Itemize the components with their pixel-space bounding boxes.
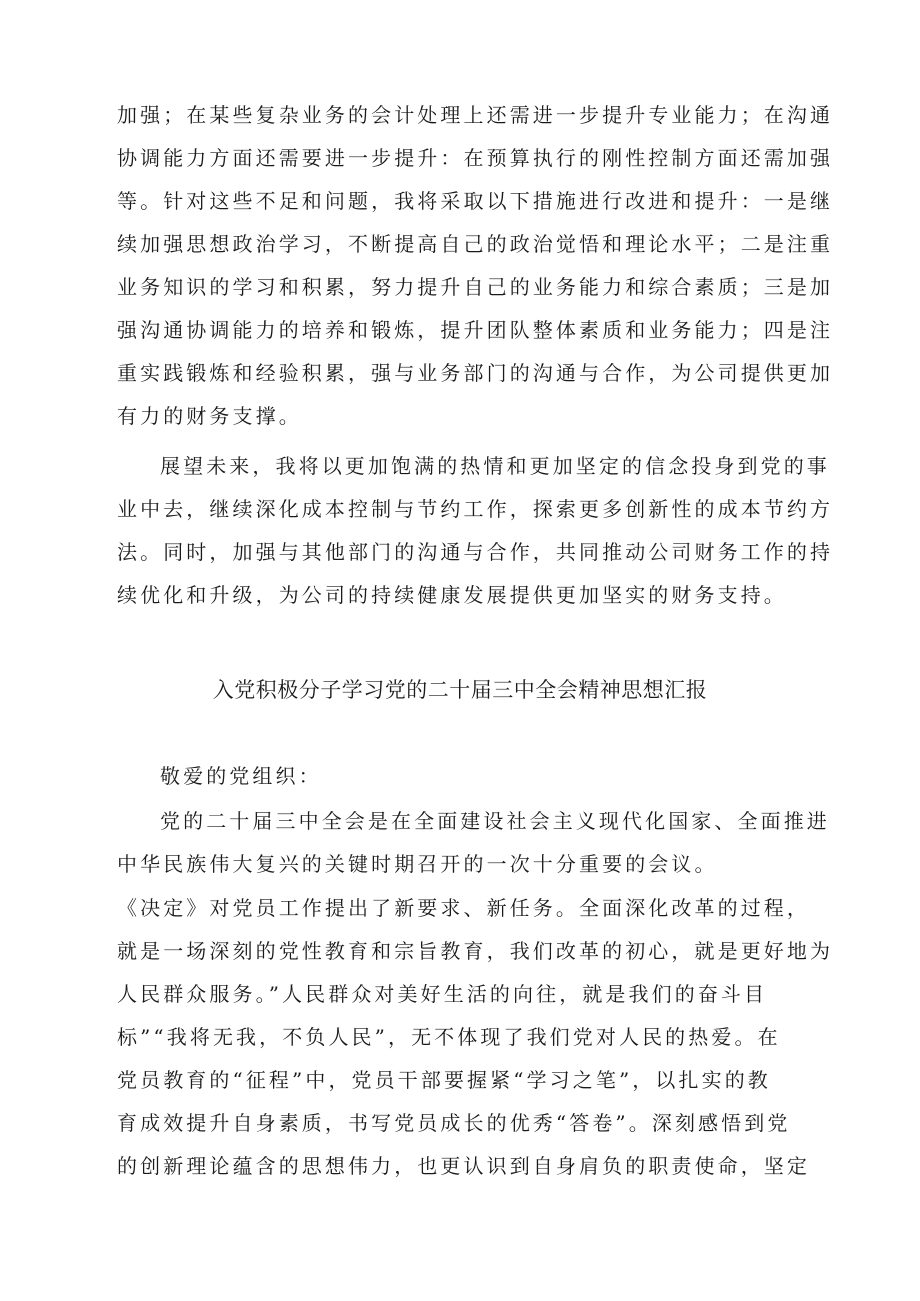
paragraph-line: 业务知识的学习和积累，努力提升自己的业务能力和综合素质；三是加 <box>117 275 834 299</box>
paragraph-line: 人民群众服务。”人民群众对美好生活的向往，就是我们的奋斗目 <box>117 982 768 1006</box>
paragraph-line: 续加强思想政治学习，不断提高自己的政治觉悟和理论水平；二是注重 <box>117 232 834 256</box>
paragraph-line: 重实践锻炼和经验积累，强与业务部门的沟通与合作，为公司提供更加 <box>117 361 834 385</box>
paragraph-line: 加强；在某些复杂业务的会计处理上还需进一步提升专业能力；在沟通 <box>117 103 834 127</box>
paragraph-line: 法。同时，加强与其他部门的沟通与合作，共同推动公司财务工作的持 <box>117 540 834 564</box>
paragraph-line: 党员教育的“征程”中，党员干部要握紧“学习之笔”，以扎实的教 <box>117 1068 771 1092</box>
paragraph-line: 标”“我将无我，不负人民”，无不体现了我们党对人民的热爱。在 <box>117 1025 781 1049</box>
paragraph-line: 有力的财务支撑。 <box>117 404 302 428</box>
paragraph-line: 等。针对这些不足和问题，我将采取以下措施进行改进和提升：一是继 <box>117 189 834 213</box>
paragraph-line: 续优化和升级，为公司的持续健康发展提供更加坚实的财务支持。 <box>117 583 787 607</box>
document-title: 入党积极分子学习党的二十届三中全会精神思想汇报 <box>212 678 708 702</box>
paragraph-line: 展望未来，我将以更加饱满的热情和更加坚定的信念投身到党的事 <box>160 454 830 478</box>
paragraph-line: 的创新理论蕴含的思想伟力，也更认识到自身肩负的职责使命，坚定 <box>117 1154 810 1178</box>
paragraph-line: 业中去，继续深化成本控制与节约工作，探索更多创新性的成本节约方 <box>117 497 834 521</box>
salutation: 敬爱的党组织： <box>160 764 322 788</box>
paragraph-line: 协调能力方面还需要进一步提升：在预算执行的刚性控制方面还需加强 <box>117 146 834 170</box>
paragraph-line: 中华民族伟大复兴的关键时期召开的一次十分重要的会议。 <box>117 852 718 876</box>
paragraph-line: 育成效提升自身素质，书写党员成长的优秀“答卷”。深刻感悟到党 <box>117 1111 791 1135</box>
paragraph-line: 《决定》对党员工作提出了新要求、新任务。全面深化改革的过程， <box>117 896 810 920</box>
paragraph-line: 党的二十届三中全会是在全面建设社会主义现代化国家、全面推进 <box>160 809 830 833</box>
paragraph-line: 强沟通协调能力的培养和锻炼，提升团队整体素质和业务能力；四是注 <box>117 318 834 342</box>
paragraph-line: 就是一场深刻的党性教育和宗旨教育，我们改革的初心，就是更好地为 <box>117 939 834 963</box>
